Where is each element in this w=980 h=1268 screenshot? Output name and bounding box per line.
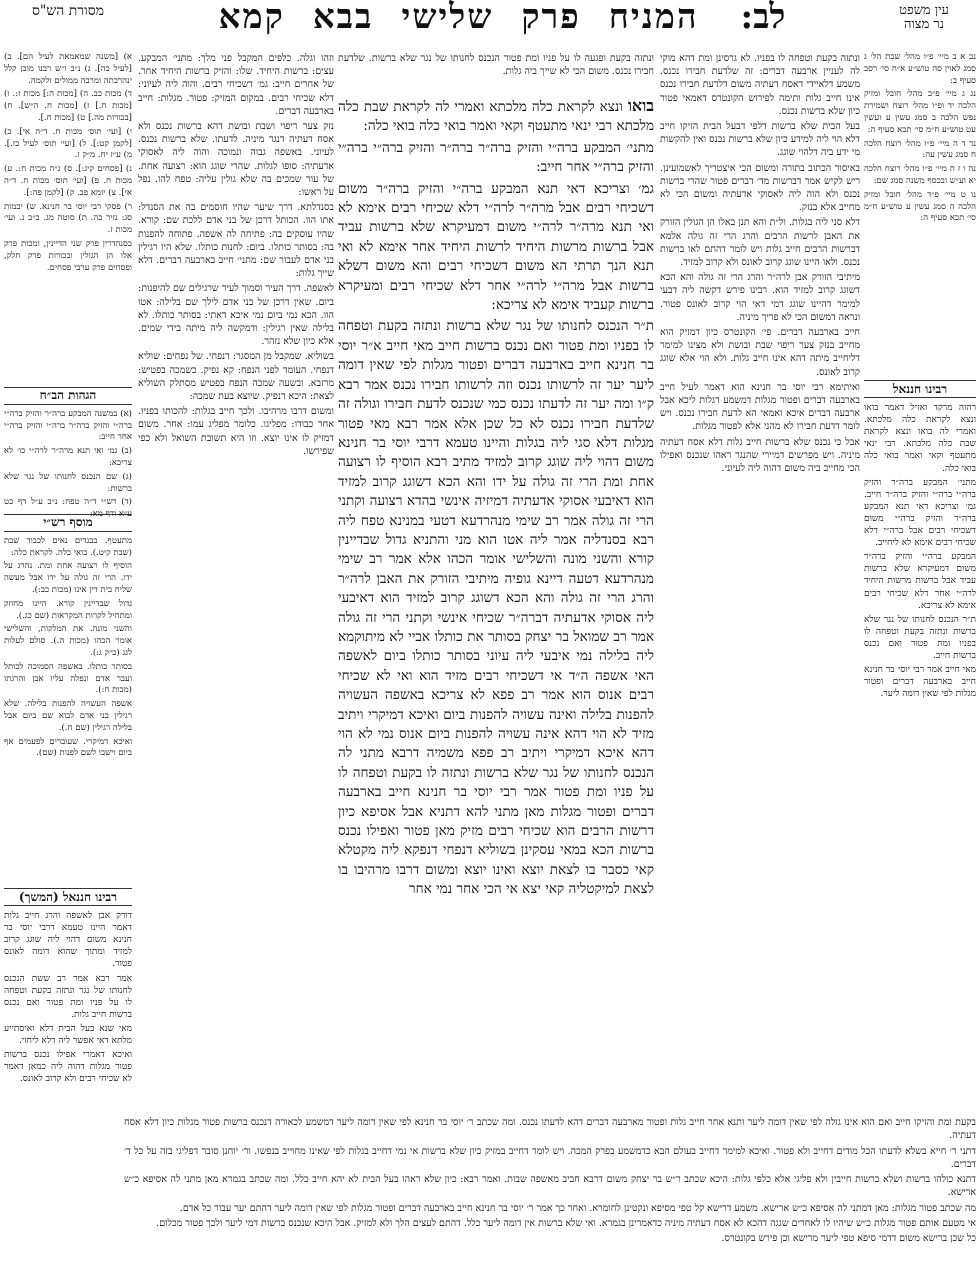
gemara-paragraph: ונצא לקראת כלה מלכתא ואמרי לה לקראת שבת כלה מלכתא רבי ינאי מתעטף וקאי ואמר בואי כלה בואי כלה: [338, 99, 654, 135]
gemara-paragraph: גמ׳ וצריכא דאי תנא המבקע ברה״י והזיק ברה״ר משום דשכיחי רבים אבל מרה״ר לרה״י דלא שכיחי רבים אימא לא ואי תנא מרה״ר לרה״י משום דמעיקרא שלא ברשות עביד אבל ברשות מרשות היחיד לרשות היחיד אחר אימא לא ואי תנא הנך תרתי הא משום דשכיחי רבים והא משום דשלא ברשות אבל מרה״י לרה״י אחר דלא שכיחי רבים ומעיקרא ברשות קעביד אימא לא צריכא: [338, 180, 654, 314]
masoret-entry: א) [משנה שמאמאת לעיל הם]. ב) [לעיל כה]. ג) נ״ב ו״ש רבנו מובן קלל ינהרבתה ומרבה ממולים ולקמה. [4, 52, 132, 86]
bottom-paragraph: כל שכן ברישא משום דדמי סיפא טפי ליער מרישא וכן פירש בקונטרס. [721, 1233, 976, 1245]
ein-mishpat-header [874, 4, 974, 31]
rashi-paragraph: וזהו וגלה. כלפים המקבל פני מלך: מתני׳ המבקע. עצים: ברשות היחיד. שלו: והזיק ברשות היחיד אחר. של אחרים חייב: גמ׳ דשכיחי רבים. והוה ליה לעיוני: דלא שכיחי רבים. במקום המזיק: פטור. מגלות: חייב בארבעה דברים. [138, 53, 334, 117]
ein-mishpat-entry: נג ג מיי׳ פ״ב מהל׳ חובל ומזיק הלכה יד ופ״ו מהל׳ רוצח ושמירת נפש הלכה ב סמג עשין ע ועשין עט טוש״ע ח״מ סי׳ תכא סעיף ה: [864, 89, 976, 135]
tosafot-paragraph: ונתזה בקעת וטפחה לו בפניו. לא גרסינן ומת דהא מוקי לה לעניין ארבעה דברים: זה שלדעת חבירו נכנס. משמע דלאיידי דאסח דעתיה משום דלדעת חבירו נכנס אינו חייב גלות ותימה לפירוש הקונטרס דאמאי פטור כיון שלא ברשות נכנס. [660, 53, 860, 117]
bottom-paragraph: דתני ר׳ חייא בשלא לדעתו הכל מודים דחייב ולא פטור. ואיכא למימר דחייב בעולם הבא כדמשמע בפרק המכה. ויש לומר דחייב במזיק כיון שלא ברשות אי נמי דחייב בגלות לפי שאינו מחוייב בנפשו. ור׳ יוחנן סובר דפליגי בזה על כל ד׳ דברים. [124, 1145, 976, 1170]
hagahot-entry: (ב) גמ׳ ואי תנא מרה״ר לרה״י כו׳ לא צריכא: [4, 446, 132, 468]
tractate-title [205, 0, 713, 36]
musaf-rashi-entry: גדול שבדיינין קורא. היינו מחוזק ומתחיל לקרות המקראות (שם כג.). [4, 598, 132, 621]
chananel-paragraph: המבקע ברה״י והזיק ברה״ר משום דמעיקרא שלא ברשות עביד אבל ברשות מרשות היחיד לרה״י אחר דלא שכיחי רבים אימא לא צריכא. [864, 552, 976, 611]
musaf-rashi-entry: אשפה העשויה להפנות בלילה. שלא רגילין בני אדם לבוא שם ביום אבל בלילה רגילין (שם ח.). [4, 699, 132, 733]
rabbeinu-chananel-column [864, 378, 976, 958]
tosafot-paragraph: דלא סני ליה בגלות. ול״ת והא תנן באלו הן הגולין הזורק את האבן לרשות הרבים והרג הרי זה גולה אלמא דברשות הרבים חייב גלות ויש לומר דהתם לאו ברשות נכנס. ולאו היינו שוגג קרוב לאונס ולא קרוב למזיד. [660, 217, 860, 269]
title-word: פרק [521, 0, 581, 37]
rabbeinu-chananel-continuation [4, 886, 132, 1112]
chananel-cont-heading: רבינו חננאל (המשך) [4, 888, 132, 906]
gemara-top-text: ונתזה בקעת ופגעה לו על פניו ומת פטור הנכנס לחנותו של נגר שלא ברשות. שלדעת חבירו נכנס. משום הכי לא שייך ביה גלות. [338, 53, 654, 78]
gemara-body [338, 139, 654, 900]
gemara-lead-word: בואו [627, 96, 654, 115]
gemara-top-lines [338, 52, 654, 94]
musaf-rashi-column [4, 512, 132, 882]
rabbeinu-chananel-heading: רבינו חננאל [864, 380, 976, 398]
rashi-paragraph: נזק צער ריפוי ושבת ובושת דהא ברשות נכנס ולא אסח דעתיה דנגר מיניה. לדעתו. שלא ברשות נכנס. לעיוני. באשפה גבוה ונמוכה והוה ליה לאסוקי אדעתיה: סופו לגלות. שהרי שוגג הוא: רצועה אחת. של עור שמכים בה שלא גולין עליה: טפח להו. נפל על ראשו: [138, 121, 334, 199]
hagahot-body [4, 409, 132, 521]
rashi-paragraph: לאשפה. דרך העיר וסמוך לעיר שרגילים שם להיפנות: ביום. שאין דרכן של בני אדם לילך שם בלילה: אטו הוו. הכא נמי ביום נמי איכא דאתי: בסותר כותלו. לא בלילה שאין רגילין: ודמקשה ליה מיתה בידי שמים. אלא כיון שלא נזהר. [138, 283, 334, 348]
musaf-rashi-entry: ואיכא דמיקרי. שעוברים לפעמים אף ביום וישבו לשם לפנות (שם). [4, 736, 132, 759]
rashi-paragraph: בשוליא. שמקבל מן המסגר: דנפחי. של נפחים: שוליא דנפחי. העומד לפני הנפח: קא נפיק. כשמכה בפטיש: מרזבא. ובשעה שמכה הנפח בפטיש מסתלק השוליא לצאת: היכא דנפיק. שיוצא בעת שמכה: [138, 351, 334, 403]
tosafot-paragraph: מיתיבי הזורק אבן לרה״ר והרג הרי זה גולה והא הכא דשוגג קרוב למזיד הוא. רבינו פירש דקשה ליה דבעי למימר דהיינו שוגג דמי דאי הוי קרוב לאונס פטור. ונראה דמשום הכי לא פריך מיניה. [660, 272, 860, 323]
title-word: שלישי [401, 0, 494, 37]
chananel-paragraph: רהוה מרקד ואזיל דאמר בואו ונצא לקראת כלה מלכתא. ואמרי לה בואו ונצא לקראת שבת כלה מלכתא. רבי ינאי מתעטף וקאי ואמר בואי כלה בואי כלה. [864, 403, 976, 474]
musaf-rashi-entry: הוסיף לו רצועה אחת ומת. נהרג על ידו. הרי זה גולה על ידו אבל מעשה שליח בית דין אינו (מכות כב:). [4, 561, 132, 595]
rashi-paragraph: ומשום דרבו מרהיבו. ולכך חייב בגלות: להכותו בפניו. אחר כבודו: מפליגו. כלומר מפליג עמו: אחר. משום דמזיק לו אינו יוצא. וזו היא תשובת השואל ולא כפי שפירשו. [138, 406, 334, 457]
ein-mishpat-entry: נב א ב מיי׳ פ״ו מהל׳ שבת הל׳ ג סמג לאוין סה טוש״ע א״ח סי׳ רסב סעיף ב: [864, 52, 976, 86]
masoret-entry: י) [ועי׳ תוס׳ מכות ח. ד״ה אי]. כ) [לקמן קט:]. ל) [ועי׳ תוס׳ לעיל כז.]. מ) ע״ז יח. מ״ק ז. [4, 126, 132, 161]
hagahot-habach-column [4, 385, 132, 520]
masoret-title: מסורת הש"ס [31, 3, 105, 19]
musaf-rashi-heading: מוסף רש״י [4, 514, 132, 532]
chananel-paragraph: מאי חייב אמר רבי יוסי בר חנינא חייב בארבעה דברים ופטור מגלות לפי שאין דומה ליער. [864, 665, 976, 700]
hagahot-entry: (ג) שם הנכנס לחנותו של נגר שלא ברשות: [4, 471, 132, 494]
tosafot-paragraph: חייב בארבעה דברים. פי׳ הקונטרס כיון דמזיק הוא מחייב בנזק צער ריפוי שבת ובושת ולא מצינו למימר דליחייב מיתה דהא אינו חייב גלות. ולא הוי אלא שוגג קרוב לאונס. [660, 327, 860, 378]
daf-number: לב: [740, 0, 786, 37]
ein-mishpat-entry: נה ו ז ח מיי׳ פ״ו מהל׳ רוצח הלכה יא וע״ש ובכסף משנה סמג שם: [864, 164, 976, 186]
chananel-cont-body [4, 910, 132, 1085]
gemara-paragraph: ת״ר הנכנס לחנותו של נגר שלא ברשות ונתזה בקעת וטפחה לו בפניו ומת פטור ואם נכנס ברשות חייב מאי חייב א״ר יוסי בר חנינא חייב בארבעה דברים ופטור מגלות לפי שאין דומה ליער יער זה לרשותו נכנס וזה לרשותו חבירו נכנס אמר רבא ק״ו ומה יער זה לדעתו נכנס כמי שנכנס לדעת חבירו וגולה זה שלדעת חבירו נכנס לא כל שכן אלא אמר רבא מאי פטור מגלות דלא סגי ליה בגלות והיינו טעמא דרבי יוסי בר חנינא משום דהוי ליה שוגג קרוב למזיד מתיב רבא הוסיף לו רצועה אחת ומת הרי זה גולה על ידו והא הכא דשוגג קרוב למזיד הוא דאיבעי אסוקי אדעתיה דמיזיה אינשי בהדא רצועה וקתני הרי זה גולה אמר רב שימי מנהרדעא דטעי במנינא טפח ליה רבא בסנדליה אמר ליה אטו הוא מני והתניא גדול שבדיינין קורא והשני מונה והשלישי אומר הכהו אלא אמר רב שימי מנהרדעא דטעה דיינא גופיה מיתיבי הזורק את האבן לרה״ר והרג הרי זה גולה והא הכא דשוגג קרוב למזיד הוא דאיבעי ליה אסוקי אדעתיה דברה״ר שכיחי אינשי וקתני הרי זה גולה אמר רב שמואל בר יצחק בסותר את כותלו אביי לא מיתוקמא ליה בלילה נמי איבעי ליה עיוני בסותר כותלו ביום לאשפה האי אשפה ה״ד אי דשכיחי רבים מזיד הוא ואי לא שכיחי רבים אנוס הוא אמר רב פפא לא צריכא באשפה העשויה להפנות בלילה ואינה עשויה להפנות ביום ואיכא דמיקרי ויתיב מזיד לא הוי דהא אינה עשויה להפנות ביום אנוס נמי לא הוי דהא איכא דמיקרי ויתיב רב פפא משמיה דרבא מתני לה הנכנס לחנותו של נגר שלא ברשות ונתזה לו בקעת וטפחה לו על פניו ומת פטור אמר רבי יוסי בר חנינא חייב בארבעה דברים ופטור מגלות מאן מתני להא דתניא אבל אסיפא כיון דרשות הרבים הוא שכיחי רבים מזיק מאן פטור ואפילו נכנס ברשות הכא במאי עסקינן בשוליא דנפחי דנפקא ליה מקטלא קאי כסבר בו לצאת יוצא ואינו יוצא ומשום דרבו מרהיבו בו לצאת למיקטליה קאי יצא אי הכי אחר נמי אחר [338, 318, 654, 898]
ein-mishpat-column [864, 52, 976, 372]
chananel-cont-paragraph: מאי שנא בעל הבית דלא ואיסתייע מלתא דאי אפשר ליה דלא ליחזי. [4, 1023, 132, 1047]
masoret-entry: נ) [פסחים קיג:]. ס) ג״ה מכות ח:. ע) מכות ח. פ) [ועי׳ תוס׳ מכות ח. ד״ה אי]. צ) יומא פב. ק) [לקמן פה:]. [4, 164, 132, 198]
tosafot-paragraph: ואיתימא רבי יוסי בר חנינא הוא דאמר לעיל חייב בארבעה דברים ופטור מגלות דמשמע דגלות ליכא אבל ארבעה דברים איכא ואמאי הא לדעת חבירו נכנס. ויש לומר דדעת חבירו לא מהני אלא לפטור מגלות. [660, 381, 860, 433]
musaf-rashi-entry: והשני מונה. את המלקות, והשלישי אומר הכהו (מכות ה.). סולם לעלות לגג (ב״ק ג:). [4, 624, 132, 658]
title-word: קמא [218, 0, 285, 37]
masoret-header [8, 4, 128, 19]
tosafot-paragraph: אבל כי נכנס שלא ברשות חייב גלות דלא אסח דעתיה מיניה. ויש מפרשים דמיירי שהנגר ראהו שנכנס ואפילו הכי מחייב ביה משום דהוה ליה לעיוני. [660, 436, 860, 475]
rabbeinu-chananel-body [864, 402, 976, 700]
musaf-rashi-body [4, 536, 132, 760]
chananel-paragraph: ת״ר הנכנס לחנותו של נגר שלא ברשות ונתזה בקעת וטפחה לו בפניו ומת פטור ואם נכנס ברשות חייב. [864, 614, 976, 661]
masoret-entry: ד) מכות כב. ה) [מכות ה:] מכות ז:. ו) [מכות ח.] ז) [מכות ח. ה״ש]. ח) [בכורות מה.] ט) [מכות ח.]. [4, 89, 132, 123]
bottom-commentary [120, 1116, 980, 1266]
ein-mishpat-title: עין משפט נר מצוה [899, 3, 949, 32]
gemara-paragraph: מתני׳ המבקע ברה״י והזיק ברה״ר ברה״ר והזיק ברה״י ברה״י והזיק ברה״י אחר חייב: [338, 139, 654, 176]
gemara-column [338, 96, 654, 1112]
chananel-cont-paragraph: אמר רבא אמר רב ששת הנכנס לחנותו של נגר ונתזה בקעת וטפחה לו על פניו ומת פטור ואם נכנס ברשות חייב גלות. [4, 973, 132, 1020]
masoret-hashas-column [4, 52, 132, 382]
chananel-paragraph: מתני׳ המבקע ברה״ר והזיק ברה״י ברה״י והזיק ברה״ר חייב. גמ׳ וצריכא דאי תנא המבקע ברה״ר והזיק ברה״י משום דשכיחי רבים אבל ברה״י דלא שכיחי רבים אימא לא ליחייב. [864, 477, 976, 549]
rashi-paragraph: בסנדלתא. דרך שיער שהיו חוסמים בה את הסנדל: אתו הוו. הכותל דרכן של בני אדם ללכת שם: קורא. שהיו עוסקים בה: פתיחה לה אשפה. פתוחה להפנות בה: בסותר כותלו. ביום: לחנות כותלו. שלא היו רגילין בני אדם לעבור שם: מתני׳ חייב בארבעה דברים. דלא שייך גלות: [138, 202, 334, 280]
hagahot-entry: (ד) רש״י ד״ה טפח: נ״ב ע״ל דף כט ע״א ודף מא: [4, 497, 132, 520]
page-header [195, 0, 795, 36]
bottom-paragraph: אי מטעם אותם פטור מגלות כ״ש שיהיו לו לאחרים שגגה דהכא לא אסח דעתיה מיניה כדאמרינן בגמרא. ואי שלא ברשות אין דומה ליער כלל. דהתם לעצים הלך ולא למזיק. אבל היכא שנכנס ברשות דמי ליער ולכך פטור מכלום. [156, 1218, 976, 1230]
tosafot-paragraph: באיסור הכתוב בתורה ומשום הכי איצטריך לאשמועינן. ריש לקיש אמר דברשות מד׳ דברים פטור שהרי ברשות נכנס ולא הוה ליה לאסוקי אדעתיה ומשום הכי לא מחייב אלא בנזק. [660, 162, 860, 214]
ein-mishpat-entry: נו ט מיי׳ פ״ד מהל׳ חובל ומזיק הלכה ה סמג עשין ע טוש״ע ח״מ סי׳ תכא סעיף ה: [864, 189, 976, 224]
rashi-column [138, 52, 334, 1112]
bottom-paragraph: מה שכתב פטור מגלות: מאן דמתני לה אסיפא כ״ש ארישא. משמע דרישא קל טפי מסיפא ונקטינן לחומרא. ואחר כך אמר ר׳ יוסי בר חנינא חייב בארבעה דברים ופטור מגלות לפי שאין דומה ליער דהתם יער עבור כל אדם. [179, 1202, 976, 1214]
title-word: המניח [608, 0, 699, 37]
musaf-rashi-entry: מתעטף. בבגדים נאים לכבוד שבת (שבת קיט.). בואי כלה. לקראת כלה: [4, 535, 132, 558]
masoret-entry: ר) פסקי רבי יוסי בר חנינא. ש) יבמות סג: נזיר כה. ת) סוטה מג. ב״ב נ. ועי׳ מכות ז. [4, 201, 132, 236]
title-word: בבא [312, 0, 374, 37]
hagahot-heading: הגהות הב״ח [4, 387, 132, 405]
bottom-paragraph: דתנא כולהו ברשות ושלא ברשות חייבין ולא פליגי אלא כלפי גלות: היכא שכתב ר״ש בר יצחק משום דרבא חביב מאשפה שבות. ואמר רבא: כיון שלא ראהו בעל הבית לא יהא חייב כלל. ומה שכתב בגמרא מאן מתני לה אסיפא כ״ש ארישא. [124, 1174, 976, 1199]
tosafot-paragraph: בעל הבית שלא ברשות דלפי דבעל הבית הזיקו חייב דלא הוי ליה למידע כיון שלא ברשות נכנס ואין להקשות מי ידע ביה דלהוי שוגג. [660, 121, 860, 159]
bottom-paragraph: בקעת ומת והזיקו חייב ואם הוא אינו גולה לפי שאין דומה ליער ותנא אחר חייב גלות ופטור מארבעה דברים דהא לדעתו נכנס. ומה שכתב ר׳ יוסי בר חנינא לפי שאין דומה ליער דמשמע לכאורה דנכנס ברשות פטור מגלות כיון דלא אסח דעתיה. [124, 1117, 976, 1142]
chananel-cont-paragraph: ואיכא דאמרי אפילו נכנס ברשות פטור מגלות דהוה ליה כמאן דאמר לא שכיחי רבים ולא קרוב לאונס. [4, 1050, 132, 1085]
chananel-cont-paragraph: דורק אבן לאשפה והרג חייב גלות דאמר היינו טעמא דרבי יוסי בר חנינא משום דהוי ליה שוגג קרוב למזיד ומתוך שהוא דומה לאונס פטור. [4, 911, 132, 970]
masoret-entry: בסנהדרין פרק שני הדיינין, ומכות פרק אלו הן הגולין ובכורות פרק חלק, ופסחים פרק ערבי פסחים. [4, 238, 132, 273]
hagahot-entry: (א) במשנה המבקע ברה״ר והזיק ברה״י ברה״י והזיק ברה״ר ברה״י והזיק ברה״י אחר חייב: [4, 408, 132, 443]
tosafot-column [660, 52, 860, 1112]
musaf-rashi-entry: בסותר כותלו. באשפה הסמוכה לכותל ועבר אדם ונפלה עליו אבן והרגתו (מכות ח:). [4, 661, 132, 696]
ein-mishpat-entry: נד ד ה מיי׳ פ״ו מהל׳ רוצח הלכה ח סמג עשין עה: [864, 138, 976, 161]
